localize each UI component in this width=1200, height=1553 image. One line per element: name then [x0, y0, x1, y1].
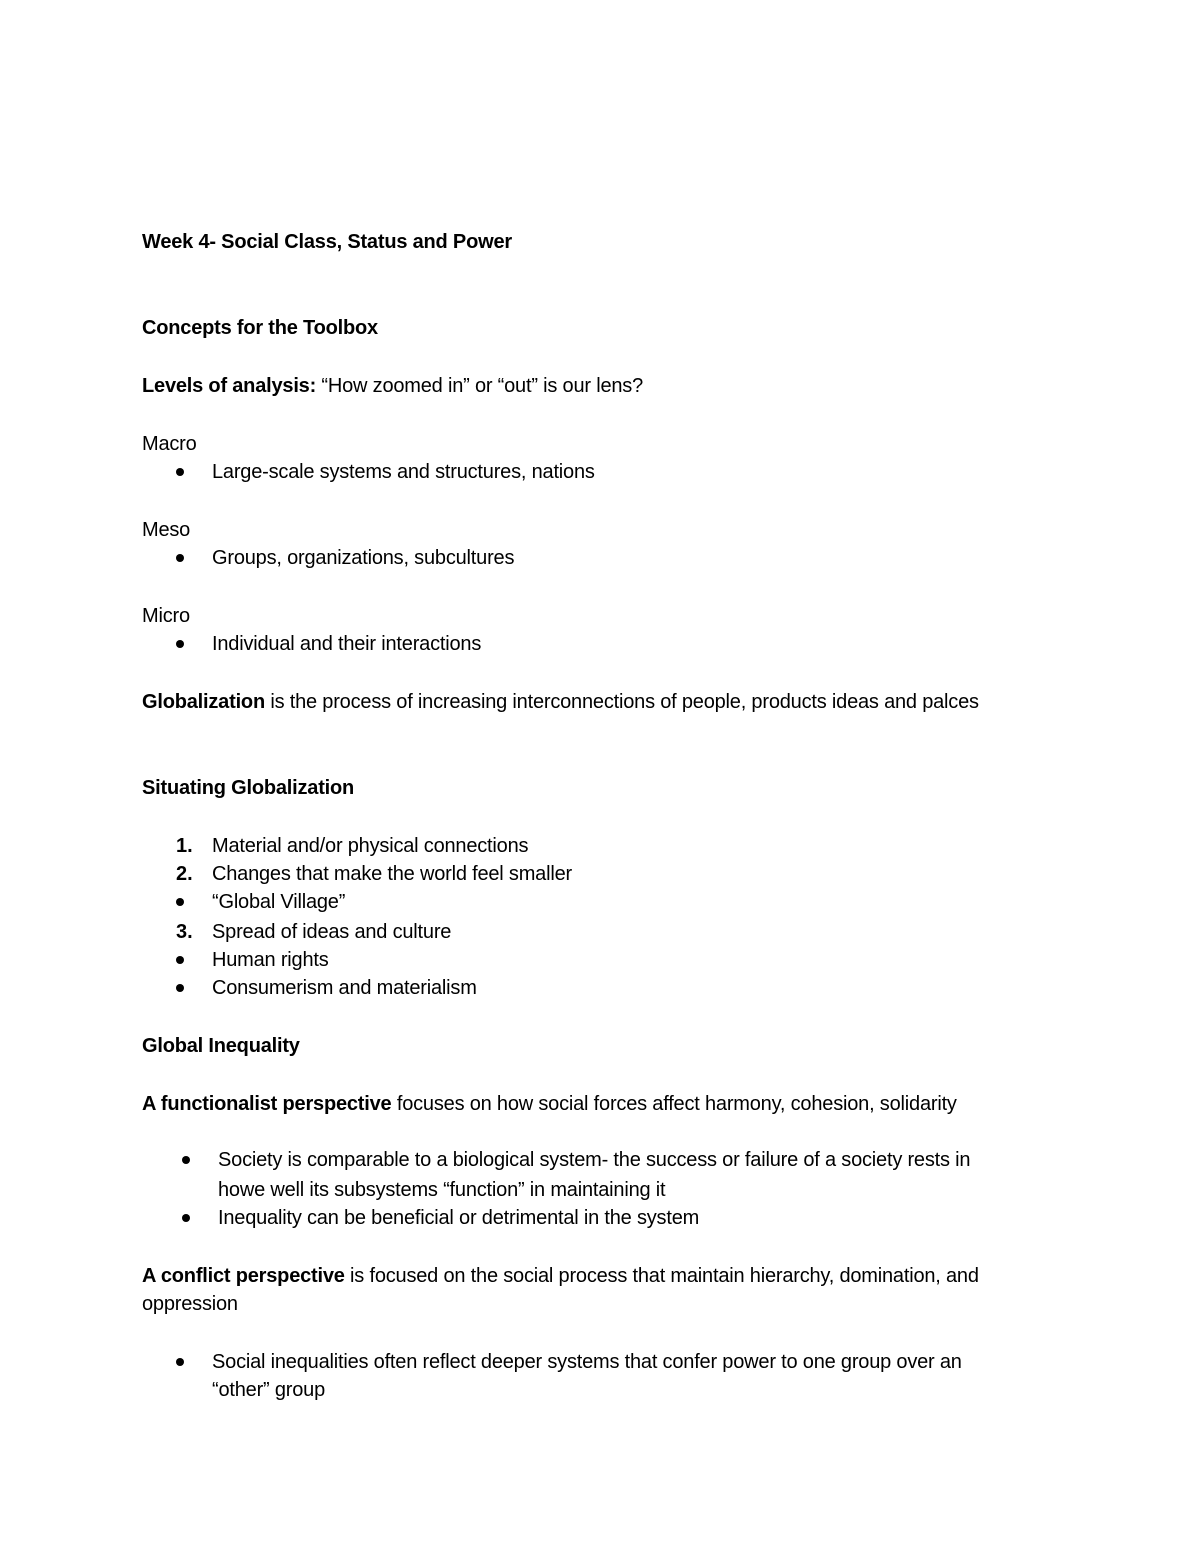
global-inequality-heading: Global Inequality [142, 1035, 300, 1057]
situating-heading: Situating Globalization [142, 777, 355, 799]
macro-bullet: Large-scale systems and structures, nations [212, 461, 595, 483]
globalization-term: Globalization [142, 691, 265, 713]
levels-label: Levels of analysis: [142, 375, 317, 397]
list-item: “Global Village” [212, 891, 346, 913]
levels-of-analysis-line [142, 372, 643, 400]
functionalist-bullet-line1: Society is comparable to a biological system- the success or failure of a society rests in [218, 1149, 971, 1171]
bullet-icon [176, 554, 184, 562]
document-title: Week 4- Social Class, Status and Power [142, 231, 512, 253]
functionalist-bullet-line2: howe well its subsystems “function” in maintaining it [218, 1179, 666, 1201]
micro-heading: Micro [142, 605, 190, 627]
conflict-bullet-line2: “other” group [212, 1379, 326, 1401]
bullet-icon [176, 898, 184, 906]
list-item: Consumerism and materialism [212, 977, 477, 999]
list-item: Changes that make the world feel smaller [212, 863, 572, 885]
macro-heading: Macro [142, 433, 197, 455]
bullet-icon [176, 1358, 184, 1366]
list-item: Material and/or physical connections [212, 835, 529, 857]
bullet-icon [182, 1156, 190, 1164]
list-number: 2. [176, 863, 193, 885]
functionalist-term: A functionalist perspective [142, 1093, 392, 1115]
levels-text: “How zoomed in” or “out” is our lens? [316, 375, 644, 397]
bullet-icon [182, 1214, 190, 1222]
functionalist-definition [142, 1090, 957, 1118]
conflict-text: is focused on the social process that maintain hierarchy, domination, and [344, 1265, 979, 1287]
conflict-definition [142, 1262, 979, 1290]
conflict-term: A conflict perspective [142, 1265, 345, 1287]
functionalist-text: focuses on how social forces affect harmony, cohesion, solidarity [391, 1093, 957, 1115]
list-item: Spread of ideas and culture [212, 921, 452, 943]
conflict-bullet-line1: Social inequalities often reflect deeper systems that confer power to one group over an [212, 1351, 962, 1373]
globalization-text: is the process of increasing interconnections of people, products ideas and palces [264, 691, 979, 713]
bullet-icon [176, 956, 184, 964]
bullet-icon [176, 640, 184, 648]
list-item: Human rights [212, 949, 329, 971]
meso-bullet: Groups, organizations, subcultures [212, 547, 515, 569]
bullet-icon [176, 468, 184, 476]
concepts-heading: Concepts for the Toolbox [142, 317, 378, 339]
list-number: 3. [176, 921, 193, 943]
meso-heading: Meso [142, 519, 191, 541]
functionalist-bullet-line1: Inequality can be beneficial or detrimental in the system [218, 1207, 700, 1229]
globalization-definition [142, 688, 979, 716]
conflict-definition-line2: oppression [142, 1293, 238, 1315]
micro-bullet: Individual and their interactions [212, 633, 482, 655]
list-number: 1. [176, 835, 193, 857]
bullet-icon [176, 984, 184, 992]
